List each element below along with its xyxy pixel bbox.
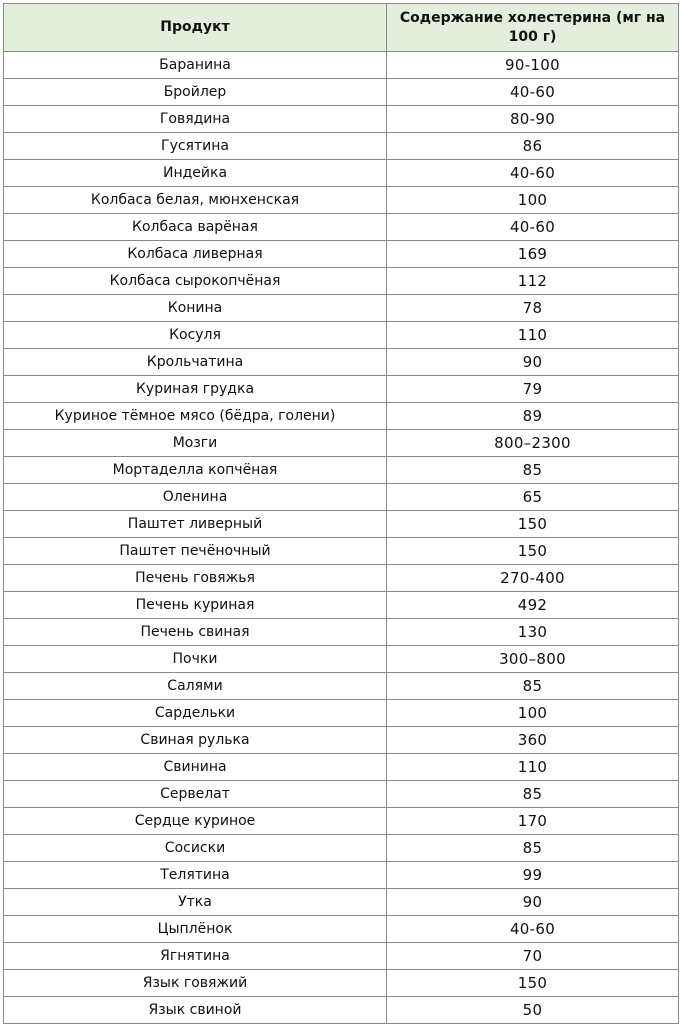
table-row: [4, 781, 679, 808]
table-row: [4, 268, 679, 295]
table-row: [4, 430, 679, 457]
product-cell: Колбаса белая, мюнхенская: [4, 187, 387, 214]
product-cell: Сосиски: [4, 835, 387, 862]
product-cell: Колбаса ливерная: [4, 241, 387, 268]
product-cell: Свинина: [4, 754, 387, 781]
table-row: [4, 484, 679, 511]
product-cell: Колбаса сырокопчёная: [4, 268, 387, 295]
cholesterol-value-cell: 90-100: [387, 52, 679, 79]
table-row: [4, 727, 679, 754]
table-row: [4, 565, 679, 592]
table-row: [4, 835, 679, 862]
product-cell: Паштет печёночный: [4, 538, 387, 565]
cholesterol-value-cell: 79: [387, 376, 679, 403]
header-cholesterol: Содержание холестерина (мг на 100 г): [387, 4, 679, 52]
product-cell: Конина: [4, 295, 387, 322]
product-cell: Колбаса варёная: [4, 214, 387, 241]
product-cell: Мортаделла копчёная: [4, 457, 387, 484]
cholesterol-value-cell: 150: [387, 970, 679, 997]
product-cell: Печень куриная: [4, 592, 387, 619]
table-row: [4, 592, 679, 619]
product-cell: Язык говяжий: [4, 970, 387, 997]
table-row: [4, 646, 679, 673]
cholesterol-table: [3, 3, 679, 1024]
table-row: [4, 511, 679, 538]
product-cell: Паштет ливерный: [4, 511, 387, 538]
table-row: [4, 322, 679, 349]
product-cell: Печень свиная: [4, 619, 387, 646]
cholesterol-value-cell: 90: [387, 349, 679, 376]
table-row: [4, 943, 679, 970]
table-row: [4, 754, 679, 781]
product-cell: Косуля: [4, 322, 387, 349]
cholesterol-value-cell: 150: [387, 538, 679, 565]
table-row: [4, 673, 679, 700]
cholesterol-value-cell: 112: [387, 268, 679, 295]
product-cell: Гусятина: [4, 133, 387, 160]
cholesterol-value-cell: 85: [387, 673, 679, 700]
table-row: [4, 52, 679, 79]
cholesterol-value-cell: 90: [387, 889, 679, 916]
cholesterol-value-cell: 40-60: [387, 79, 679, 106]
product-cell: Почки: [4, 646, 387, 673]
cholesterol-value-cell: 86: [387, 133, 679, 160]
product-cell: Баранина: [4, 52, 387, 79]
cholesterol-value-cell: 170: [387, 808, 679, 835]
cholesterol-value-cell: 130: [387, 619, 679, 646]
table-row: [4, 241, 679, 268]
cholesterol-value-cell: 270-400: [387, 565, 679, 592]
product-cell: Утка: [4, 889, 387, 916]
product-cell: Салями: [4, 673, 387, 700]
table-row: [4, 808, 679, 835]
cholesterol-value-cell: 78: [387, 295, 679, 322]
table-row: [4, 403, 679, 430]
product-cell: Бройлер: [4, 79, 387, 106]
cholesterol-value-cell: 300–800: [387, 646, 679, 673]
cholesterol-value-cell: 50: [387, 997, 679, 1024]
table-row: [4, 916, 679, 943]
cholesterol-value-cell: 100: [387, 700, 679, 727]
header-row: [4, 4, 679, 52]
cholesterol-value-cell: 169: [387, 241, 679, 268]
cholesterol-value-cell: 40-60: [387, 160, 679, 187]
cholesterol-value-cell: 85: [387, 835, 679, 862]
product-cell: Индейка: [4, 160, 387, 187]
table-row: [4, 214, 679, 241]
header-product: Продукт: [4, 4, 387, 52]
table-row: [4, 187, 679, 214]
cholesterol-value-cell: 800–2300: [387, 430, 679, 457]
table-row: [4, 538, 679, 565]
table-row: [4, 295, 679, 322]
product-cell: Ягнятина: [4, 943, 387, 970]
cholesterol-value-cell: 100: [387, 187, 679, 214]
cholesterol-value-cell: 80-90: [387, 106, 679, 133]
table-row: [4, 79, 679, 106]
cholesterol-value-cell: 40-60: [387, 916, 679, 943]
cholesterol-value-cell: 110: [387, 322, 679, 349]
table-row: [4, 970, 679, 997]
cholesterol-value-cell: 85: [387, 457, 679, 484]
product-cell: Сервелат: [4, 781, 387, 808]
product-cell: Свиная рулька: [4, 727, 387, 754]
product-cell: Цыплёнок: [4, 916, 387, 943]
cholesterol-value-cell: 89: [387, 403, 679, 430]
table-row: [4, 700, 679, 727]
product-cell: Сердце куриное: [4, 808, 387, 835]
product-cell: Телятина: [4, 862, 387, 889]
product-cell: Куриная грудка: [4, 376, 387, 403]
table-row: [4, 862, 679, 889]
cholesterol-value-cell: 99: [387, 862, 679, 889]
table-row: [4, 133, 679, 160]
product-cell: Сардельки: [4, 700, 387, 727]
table-row: [4, 106, 679, 133]
table-row: [4, 997, 679, 1024]
product-cell: Печень говяжья: [4, 565, 387, 592]
product-cell: Оленина: [4, 484, 387, 511]
product-cell: Куриное тёмное мясо (бёдра, голени): [4, 403, 387, 430]
cholesterol-value-cell: 40-60: [387, 214, 679, 241]
table-row: [4, 349, 679, 376]
table-row: [4, 160, 679, 187]
table-row: [4, 457, 679, 484]
table-row: [4, 889, 679, 916]
product-cell: Крольчатина: [4, 349, 387, 376]
table-row: [4, 619, 679, 646]
cholesterol-value-cell: 492: [387, 592, 679, 619]
product-cell: Мозги: [4, 430, 387, 457]
cholesterol-value-cell: 110: [387, 754, 679, 781]
table-row: [4, 376, 679, 403]
product-cell: Язык свиной: [4, 997, 387, 1024]
cholesterol-value-cell: 150: [387, 511, 679, 538]
cholesterol-value-cell: 360: [387, 727, 679, 754]
cholesterol-value-cell: 70: [387, 943, 679, 970]
cholesterol-value-cell: 65: [387, 484, 679, 511]
cholesterol-value-cell: 85: [387, 781, 679, 808]
table-body: [4, 52, 679, 1024]
product-cell: Говядина: [4, 106, 387, 133]
